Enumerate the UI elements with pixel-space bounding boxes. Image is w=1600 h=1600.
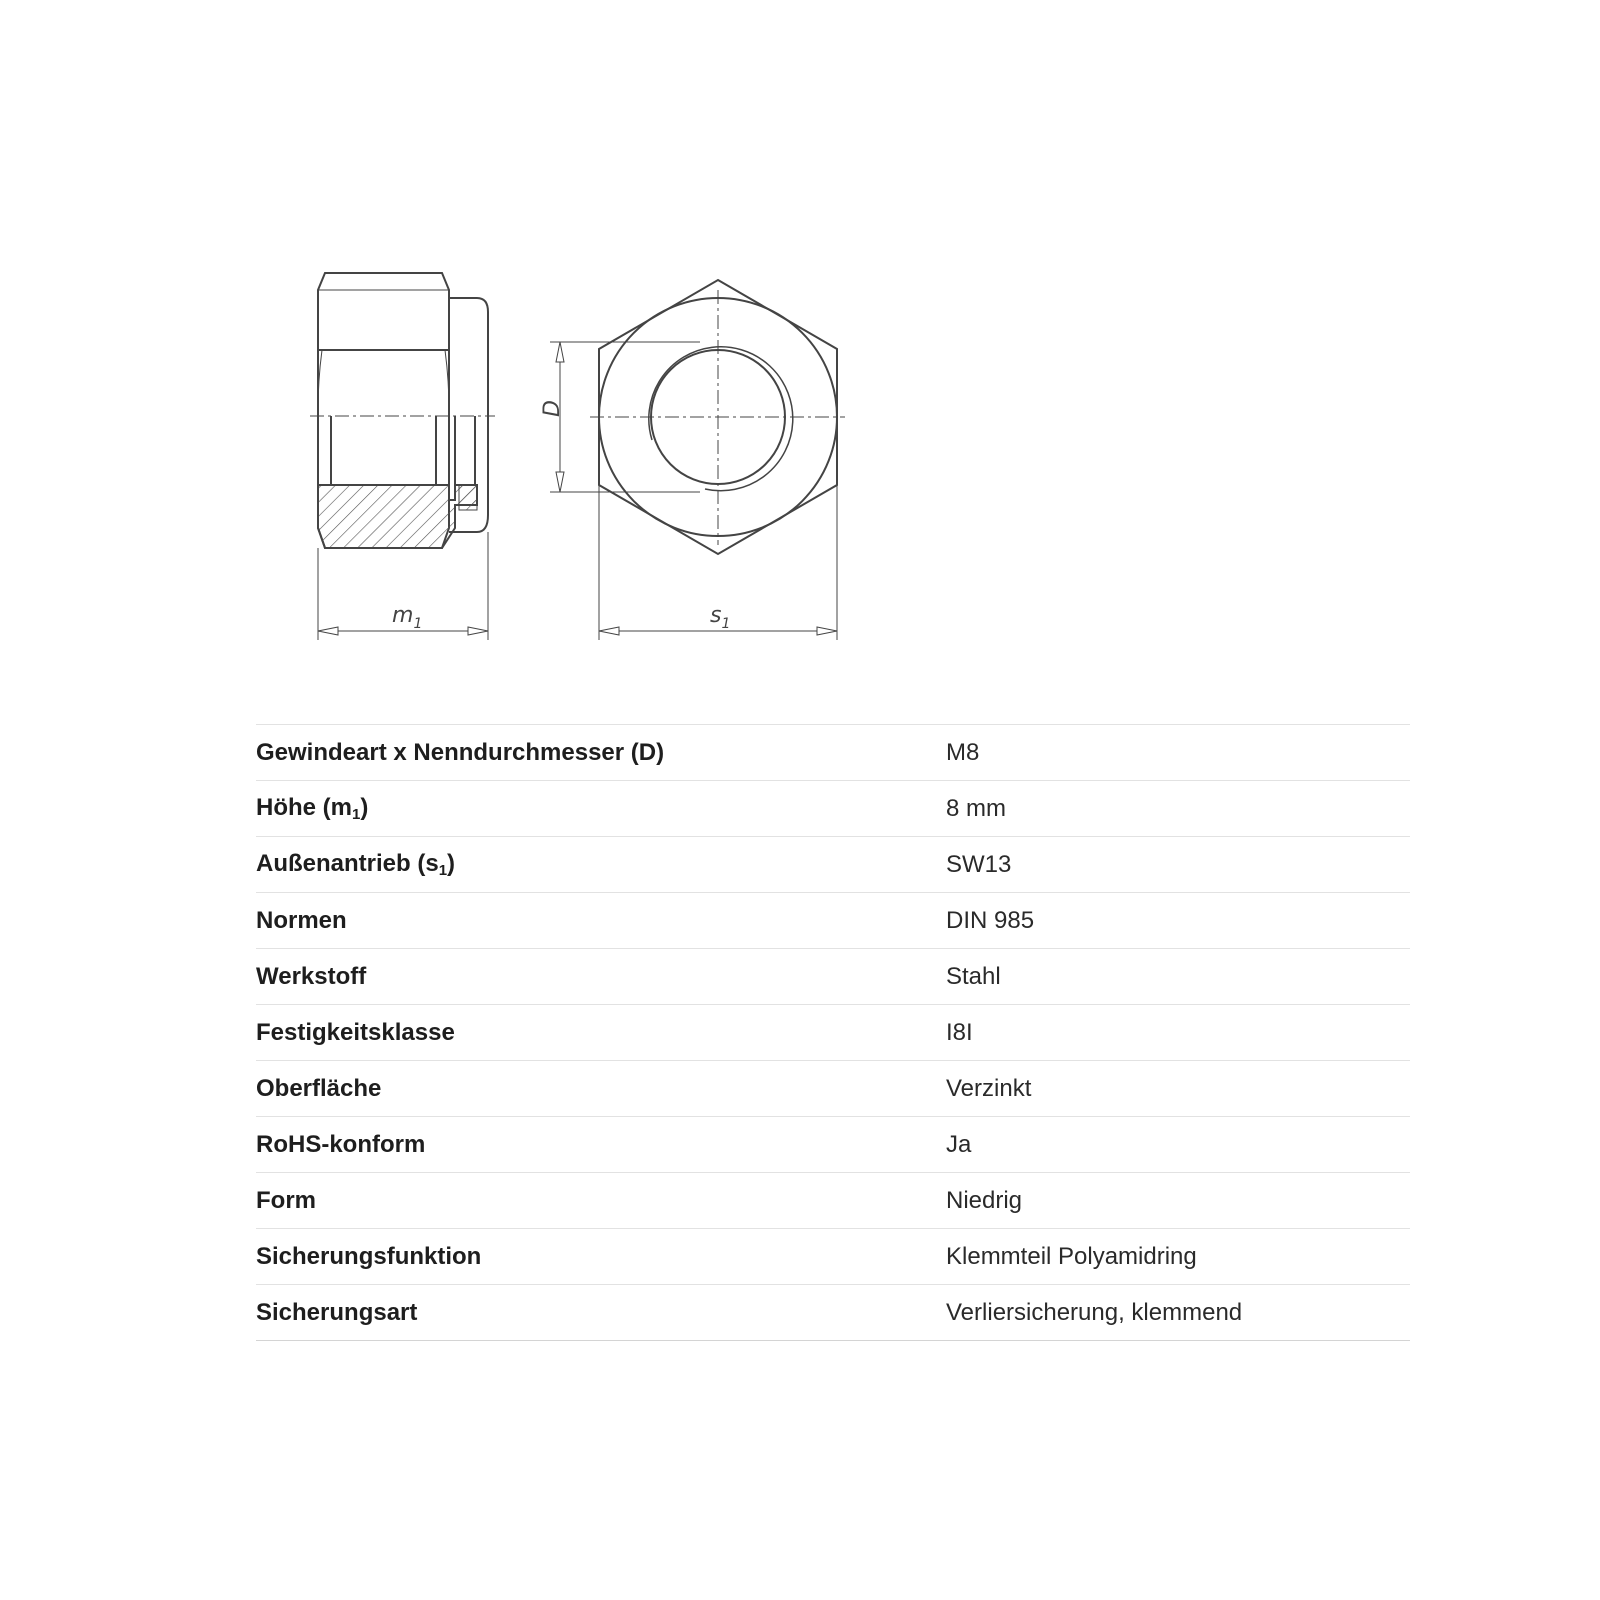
spec-table xyxy=(256,724,1410,1341)
spec-row xyxy=(256,725,1410,781)
spec-row xyxy=(256,837,1410,893)
spec-value: Verzinkt xyxy=(946,1074,1032,1102)
spec-key: Sicherungsart xyxy=(256,1298,418,1326)
spec-key: RoHS-konform xyxy=(256,1130,426,1158)
spec-value: I8I xyxy=(946,1018,973,1046)
spec-key: Werkstoff xyxy=(256,962,367,990)
spec-key: Festigkeitsklasse xyxy=(256,1018,455,1046)
spec-row xyxy=(256,1061,1410,1117)
spec-key: Form xyxy=(256,1186,316,1214)
spec-value: 8 mm xyxy=(946,794,1006,822)
spec-row xyxy=(256,949,1410,1005)
spec-row xyxy=(256,1285,1410,1341)
technical-drawing xyxy=(290,260,870,660)
front-view xyxy=(550,280,845,640)
spec-value: M8 xyxy=(946,738,980,766)
spec-value: SW13 xyxy=(946,850,1012,878)
spec-row xyxy=(256,893,1410,949)
spec-key: Oberfläche xyxy=(256,1074,382,1102)
side-view xyxy=(310,273,495,640)
nut-drawing-svg xyxy=(290,260,870,660)
spec-key: Sicherungsfunktion xyxy=(256,1242,482,1270)
spec-key: Gewindeart x Nenndurchmesser (D) xyxy=(256,738,665,766)
spec-value: DIN 985 xyxy=(946,906,1035,934)
diameter-label: D xyxy=(540,400,565,417)
spec-value: Stahl xyxy=(946,962,1001,990)
height-label: $m_1$ xyxy=(392,603,423,632)
spec-row xyxy=(256,1005,1410,1061)
spec-key: Außenantrieb $(s_1)$ xyxy=(256,850,456,879)
spec-value: Verliersicherung, klemmend xyxy=(946,1298,1243,1326)
spec-row xyxy=(256,781,1410,837)
spec-key: Höhe $(m_1)$ xyxy=(256,794,369,823)
spec-row xyxy=(256,1173,1410,1229)
spec-value: Klemmteil Polyamidring xyxy=(946,1242,1197,1270)
spec-value: Ja xyxy=(946,1130,972,1158)
width-label: $s_1$ xyxy=(710,603,731,632)
spec-value: Niedrig xyxy=(946,1186,1023,1214)
spec-row xyxy=(256,1117,1410,1173)
spec-row xyxy=(256,1229,1410,1285)
spec-key: Normen xyxy=(256,906,347,934)
